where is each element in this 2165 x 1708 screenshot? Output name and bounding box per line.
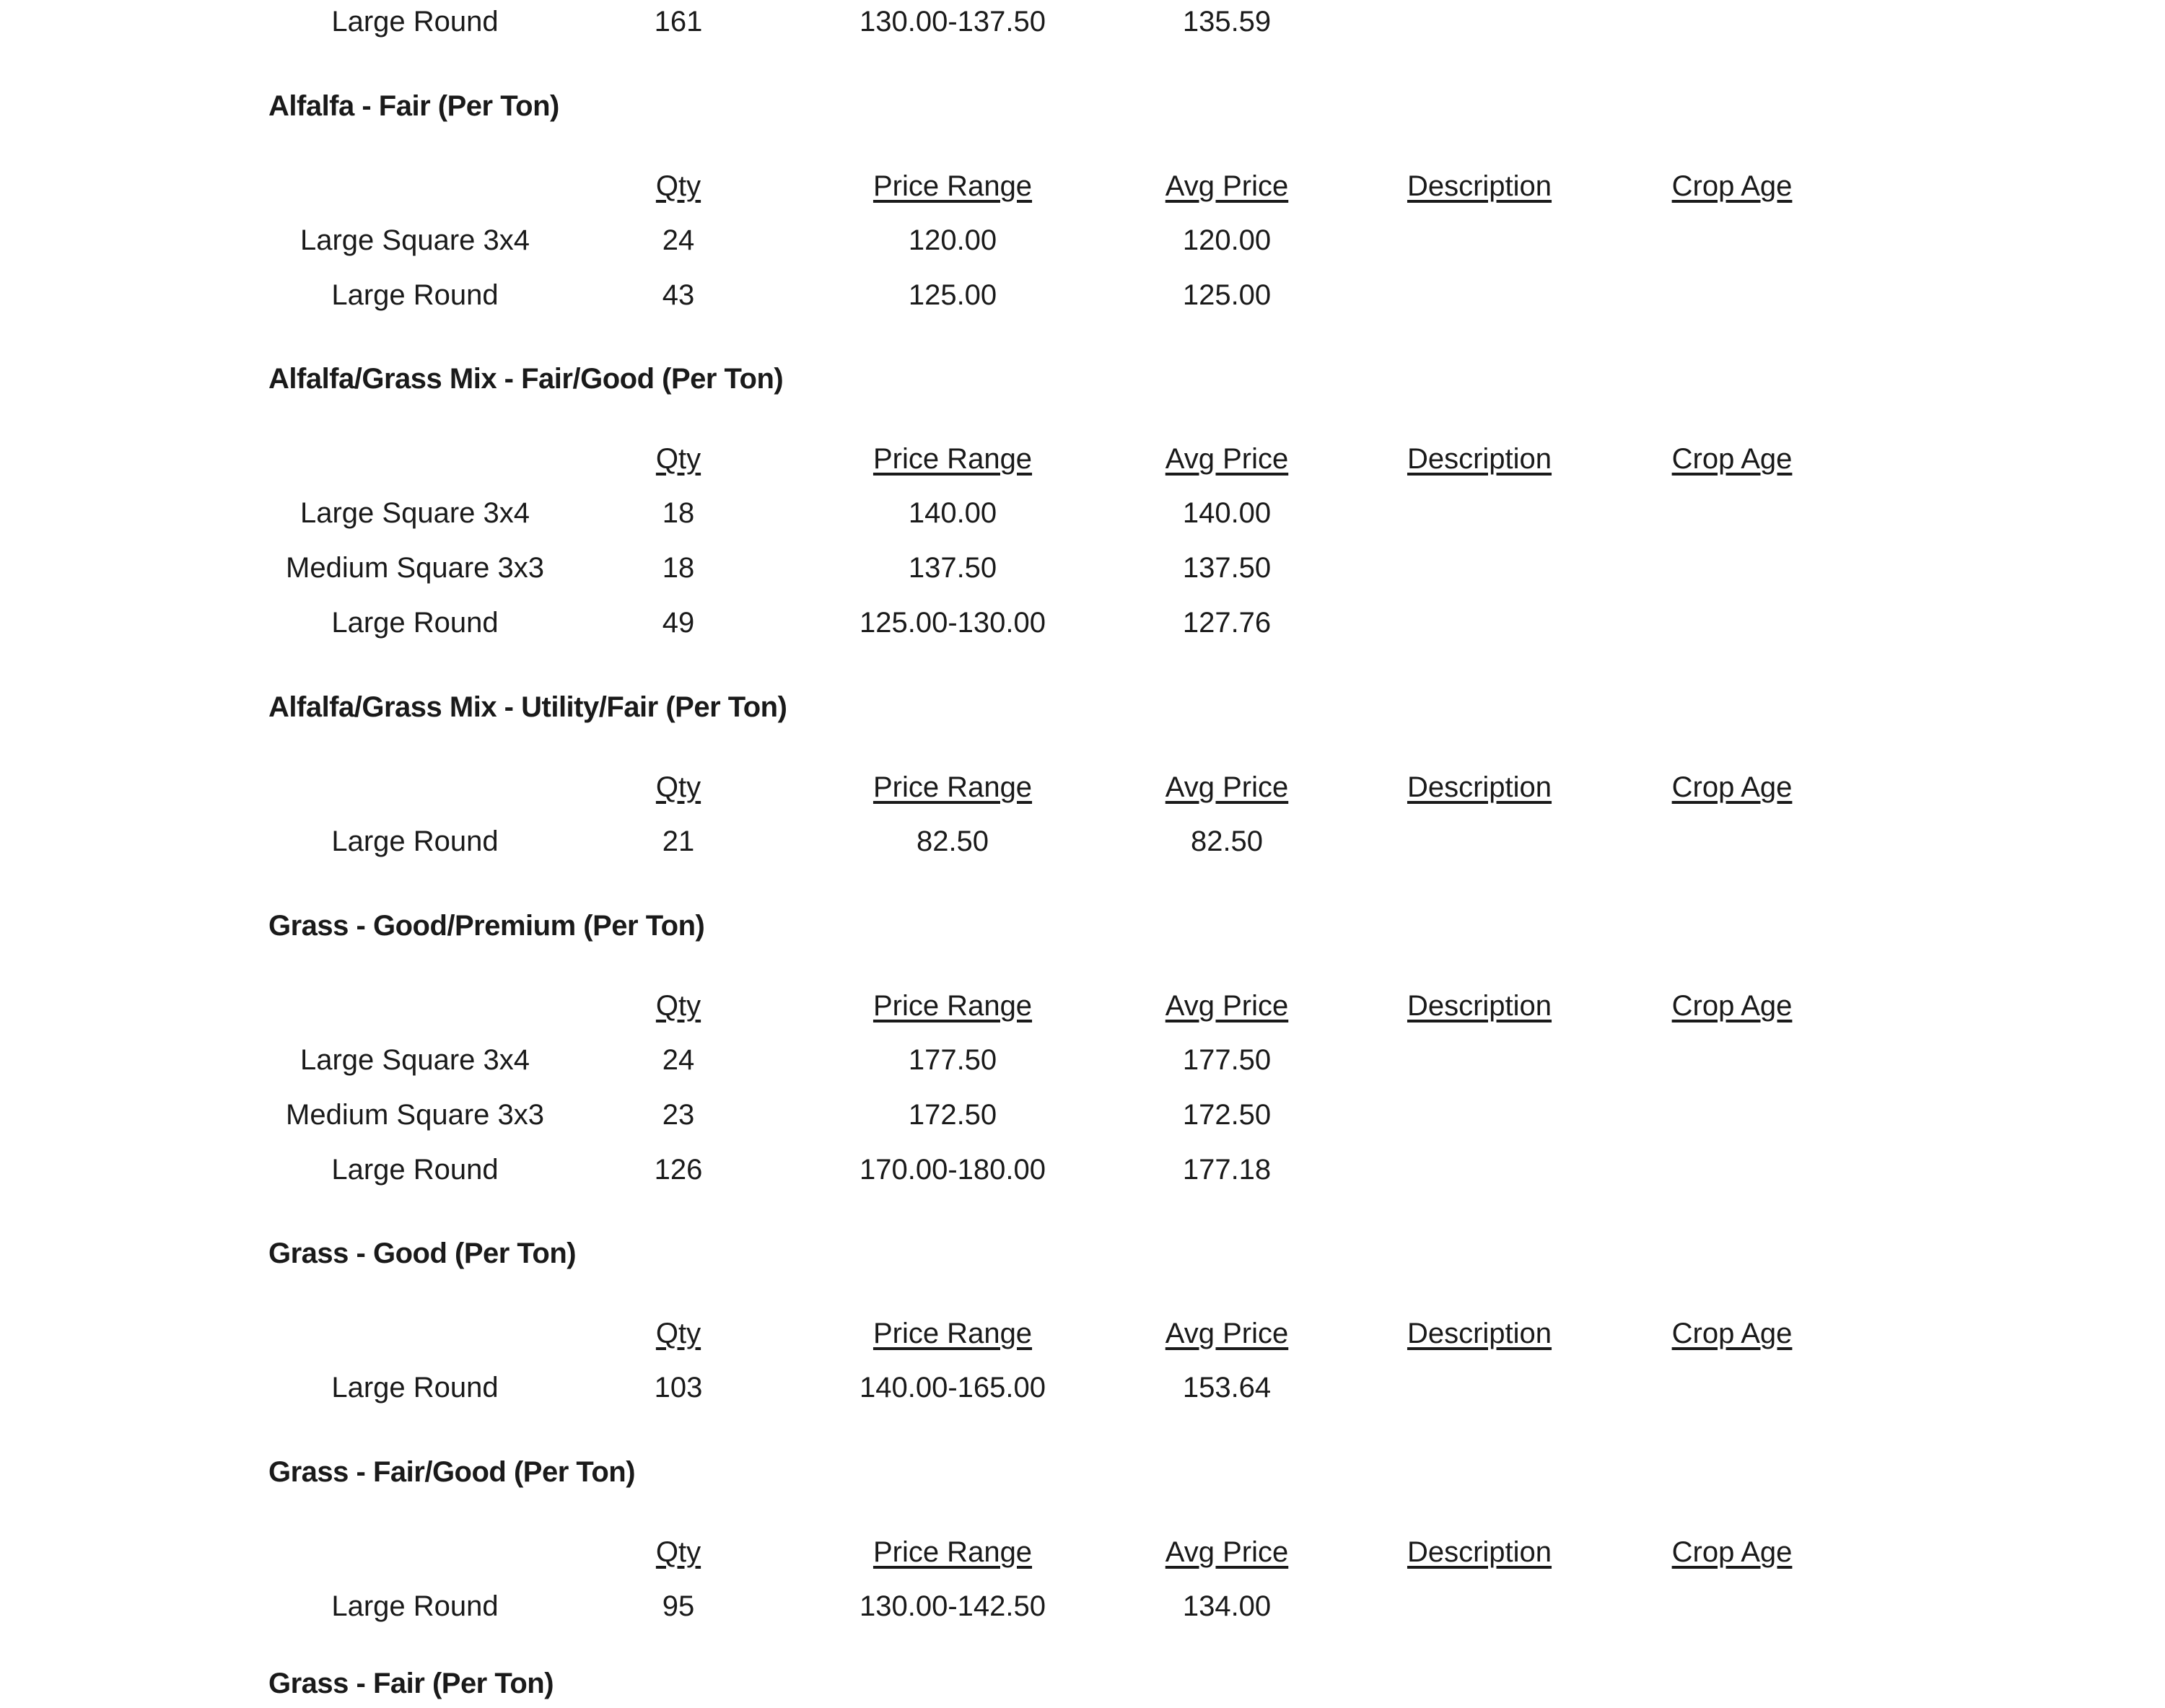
section-title: Grass - Good (Per Ton) bbox=[268, 1238, 577, 1269]
table-row bbox=[0, 273, 2165, 317]
qty-value: 18 bbox=[662, 552, 695, 584]
avg-price-value: 177.50 bbox=[1182, 1044, 1272, 1076]
price-range-value: 140.00 bbox=[908, 497, 997, 529]
table-row bbox=[0, 219, 2165, 262]
qty-header: Qty bbox=[655, 771, 701, 803]
table-row bbox=[0, 1038, 2165, 1082]
avg-price-header: Avg Price bbox=[1165, 1536, 1289, 1568]
table-header bbox=[0, 984, 2165, 1028]
avg-price-value: 137.50 bbox=[1182, 552, 1272, 584]
description-header: Description bbox=[1407, 990, 1552, 1022]
table-header bbox=[0, 437, 2165, 481]
avg-price-value: 120.00 bbox=[1182, 224, 1272, 256]
table-header bbox=[0, 165, 2165, 208]
price-range-header: Price Range bbox=[872, 1536, 1033, 1568]
section-title: Alfalfa/Grass Mix - Fair/Good (Per Ton) bbox=[268, 363, 784, 395]
description-header: Description bbox=[1407, 1536, 1552, 1568]
avg-price-value: 140.00 bbox=[1182, 497, 1272, 529]
avg-price-value: 127.76 bbox=[1182, 607, 1272, 639]
price-range-value: 130.00-142.50 bbox=[859, 1590, 1046, 1622]
avg-price-value: 153.64 bbox=[1182, 1372, 1272, 1403]
bale-type: Large Round bbox=[331, 1372, 499, 1403]
avg-price-value: 82.50 bbox=[1190, 825, 1264, 857]
table-row bbox=[0, 491, 2165, 535]
qty-value: 126 bbox=[654, 1154, 703, 1186]
avg-price-value: 135.59 bbox=[1182, 6, 1272, 38]
qty-value: 18 bbox=[662, 497, 695, 529]
avg-price-header: Avg Price bbox=[1165, 771, 1289, 803]
crop-age-header: Crop Age bbox=[1671, 443, 1793, 475]
qty-header: Qty bbox=[655, 990, 701, 1022]
qty-value: 24 bbox=[662, 224, 695, 256]
qty-header: Qty bbox=[655, 1536, 701, 1568]
section-title: Alfalfa/Grass Mix - Utility/Fair (Per Ton) bbox=[268, 691, 787, 723]
qty-value: 23 bbox=[662, 1099, 695, 1131]
avg-price-value: 125.00 bbox=[1182, 279, 1272, 311]
qty-value: 161 bbox=[654, 6, 703, 38]
price-range-value: 172.50 bbox=[908, 1099, 997, 1131]
avg-price-header: Avg Price bbox=[1165, 990, 1289, 1022]
table-header bbox=[0, 1312, 2165, 1355]
avg-price-value: 177.18 bbox=[1182, 1154, 1272, 1186]
crop-age-header: Crop Age bbox=[1671, 1318, 1793, 1349]
avg-price-header: Avg Price bbox=[1165, 170, 1289, 202]
description-header: Description bbox=[1407, 170, 1552, 202]
crop-age-header: Crop Age bbox=[1671, 170, 1793, 202]
qty-value: 43 bbox=[662, 279, 695, 311]
avg-price-header: Avg Price bbox=[1165, 443, 1289, 475]
bale-type: Large Square 3x4 bbox=[299, 1044, 530, 1076]
section-title: Grass - Fair/Good (Per Ton) bbox=[268, 1456, 636, 1488]
bale-type: Large Round bbox=[331, 825, 499, 857]
table-row bbox=[0, 0, 2165, 43]
price-range-value: 170.00-180.00 bbox=[859, 1154, 1046, 1186]
qty-header: Qty bbox=[655, 1318, 701, 1349]
avg-price-value: 172.50 bbox=[1182, 1099, 1272, 1131]
table-row bbox=[0, 546, 2165, 590]
bale-type: Large Round bbox=[331, 6, 499, 38]
price-range-value: 82.50 bbox=[916, 825, 989, 857]
price-range-value: 140.00-165.00 bbox=[859, 1372, 1046, 1403]
qty-header: Qty bbox=[655, 170, 701, 202]
bale-type: Large Square 3x4 bbox=[299, 497, 530, 529]
qty-value: 21 bbox=[662, 825, 695, 857]
price-range-header: Price Range bbox=[872, 170, 1033, 202]
price-range-value: 137.50 bbox=[908, 552, 997, 584]
price-range-value: 120.00 bbox=[908, 224, 997, 256]
price-range-header: Price Range bbox=[872, 443, 1033, 475]
bale-type: Medium Square 3x3 bbox=[286, 552, 544, 584]
qty-value: 103 bbox=[654, 1372, 703, 1403]
bale-type: Large Round bbox=[331, 607, 499, 639]
section-title: Grass - Good/Premium (Per Ton) bbox=[268, 910, 705, 942]
qty-value: 95 bbox=[662, 1590, 695, 1622]
avg-price-value: 134.00 bbox=[1182, 1590, 1272, 1622]
table-row bbox=[0, 1093, 2165, 1137]
description-header: Description bbox=[1407, 771, 1552, 803]
bale-type: Large Round bbox=[331, 1590, 499, 1622]
price-range-value: 125.00-130.00 bbox=[859, 607, 1046, 639]
table-row bbox=[0, 1148, 2165, 1191]
table-row bbox=[0, 601, 2165, 644]
avg-price-header: Avg Price bbox=[1165, 1318, 1289, 1349]
table-row bbox=[0, 1585, 2165, 1628]
table-row bbox=[0, 1366, 2165, 1409]
price-range-header: Price Range bbox=[872, 771, 1033, 803]
crop-age-header: Crop Age bbox=[1671, 771, 1793, 803]
qty-value: 24 bbox=[662, 1044, 695, 1076]
table-header bbox=[0, 1530, 2165, 1574]
qty-value: 49 bbox=[662, 607, 695, 639]
bale-type: Large Square 3x4 bbox=[299, 224, 530, 256]
price-range-header: Price Range bbox=[872, 1318, 1033, 1349]
crop-age-header: Crop Age bbox=[1671, 990, 1793, 1022]
price-range-value: 177.50 bbox=[908, 1044, 997, 1076]
bale-type: Large Round bbox=[331, 1154, 499, 1186]
bale-type: Medium Square 3x3 bbox=[286, 1099, 544, 1131]
section-title: Grass - Fair (Per Ton) bbox=[268, 1668, 554, 1699]
table-header bbox=[0, 766, 2165, 809]
crop-age-header: Crop Age bbox=[1671, 1536, 1793, 1568]
table-row bbox=[0, 820, 2165, 863]
qty-header: Qty bbox=[655, 443, 701, 475]
description-header: Description bbox=[1407, 1318, 1552, 1349]
price-range-value: 130.00-137.50 bbox=[859, 6, 1046, 38]
bale-type: Large Round bbox=[331, 279, 499, 311]
price-range-value: 125.00 bbox=[908, 279, 997, 311]
price-range-header: Price Range bbox=[872, 990, 1033, 1022]
description-header: Description bbox=[1407, 443, 1552, 475]
section-title: Alfalfa - Fair (Per Ton) bbox=[268, 90, 559, 122]
